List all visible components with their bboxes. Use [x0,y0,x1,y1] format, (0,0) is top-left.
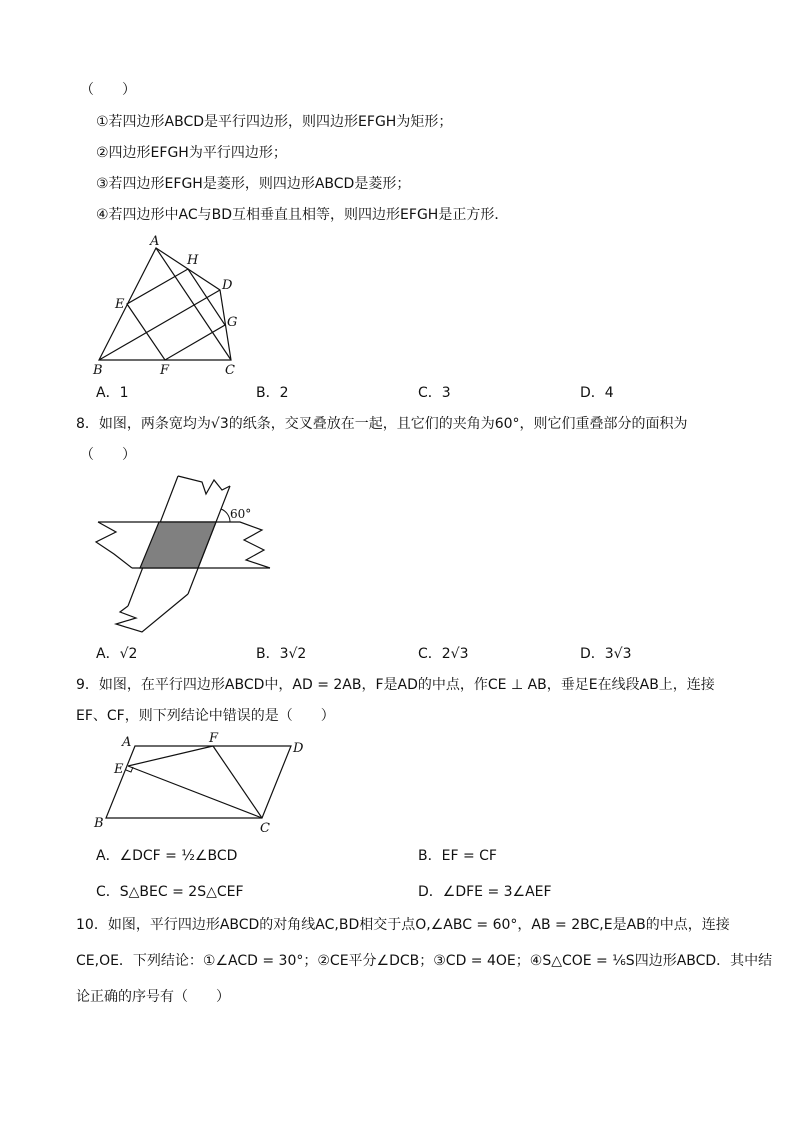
q9-stem-line2: EF、CF，则下列结论中错误的是（ ） [76,708,335,724]
quad-efgh [127,269,225,360]
overlap-region [140,522,216,568]
q9-option-d: D．∠DFE = 3∠AEF [418,884,552,900]
q7-paren: （ ） [80,82,136,98]
segment-fc [213,746,262,818]
angle-arc [221,509,230,522]
q8-stem: 8．如图，两条宽均为√3的纸条，交叉叠放在一起，且它们的夹角为60°，则它们重叠部分的面积为 [76,416,688,432]
q10-stem-line1: 10．如图，平行四边形ABCD的对角线AC,BD相交于点O,∠ABC = 60°，AB = 2BC,E是AB的中点，连接 [76,917,730,933]
label-e: E [115,297,125,312]
q8-option-b: B．3√2 [256,646,307,662]
parallelogram-abcd [106,746,291,818]
q7-statement-1: ①若四边形ABCD是平行四边形，则四边形EFGH为矩形； [96,114,453,130]
slanted-strip-top-edge [178,476,230,494]
label-a: A [150,234,160,249]
q9-option-c: C．S△BEC = 2S△CEF [96,884,244,900]
segment-ef [128,746,213,766]
horizontal-strip-left-edge [96,522,132,568]
label-e: E [114,762,124,777]
q7-option-d: D．4 [580,385,614,401]
q7-statement-2: ②四边形EFGH为平行四边形； [96,145,287,161]
q8-option-a: A．√2 [96,646,138,662]
q9-figure [88,730,318,840]
angle-label: 60° [230,507,252,521]
q8-paren: （ ） [80,447,136,463]
horizontal-strip-right-edge [216,522,270,568]
q8-option-d: D．3√3 [580,646,632,662]
label-b: B [94,816,104,831]
q7-option-c: C．3 [418,385,451,401]
label-a: A [122,735,132,750]
segment-ec [128,766,262,818]
q8-option-c: C．2√3 [418,646,469,662]
label-c: C [260,821,270,836]
label-f: F [160,363,170,378]
q7-statement-4: ④若四边形中AC与BD互相垂直且相等，则四边形EFGH是正方形． [96,207,509,223]
q9-stem-line1: 9．如图，在平行四边形ABCD中，AD = 2AB，F是AD的中点，作CE ⊥ AB，垂足E在线段AB上，连接 [76,677,715,693]
q7-option-a: A．1 [96,385,129,401]
q10-stem-line2: CE,OE．下列结论：①∠ACD = 30°；②CE平分∠DCB；③CD = 4OE；④S△COE = ⅙S四边形ABCD．其中结 [76,953,773,969]
label-f: F [209,731,219,746]
label-g: G [227,315,238,330]
label-h: H [187,253,199,268]
q7-figure [85,230,255,380]
label-d: D [293,741,304,756]
slanted-strip-bottom-edge [116,594,188,632]
q8-figure [90,468,280,638]
q9-option-b: B．EF = CF [418,848,497,864]
q9-option-a: A．∠DCF = ½∠BCD [96,848,238,864]
q10-stem-line3: 论正确的序号有（ ） [76,989,230,1005]
label-c: C [225,363,235,378]
q7-option-b: B．2 [256,385,289,401]
q7-statement-3: ③若四边形EFGH是菱形，则四边形ABCD是菱形； [96,176,411,192]
label-b: B [93,363,103,378]
label-d: D [222,278,233,293]
